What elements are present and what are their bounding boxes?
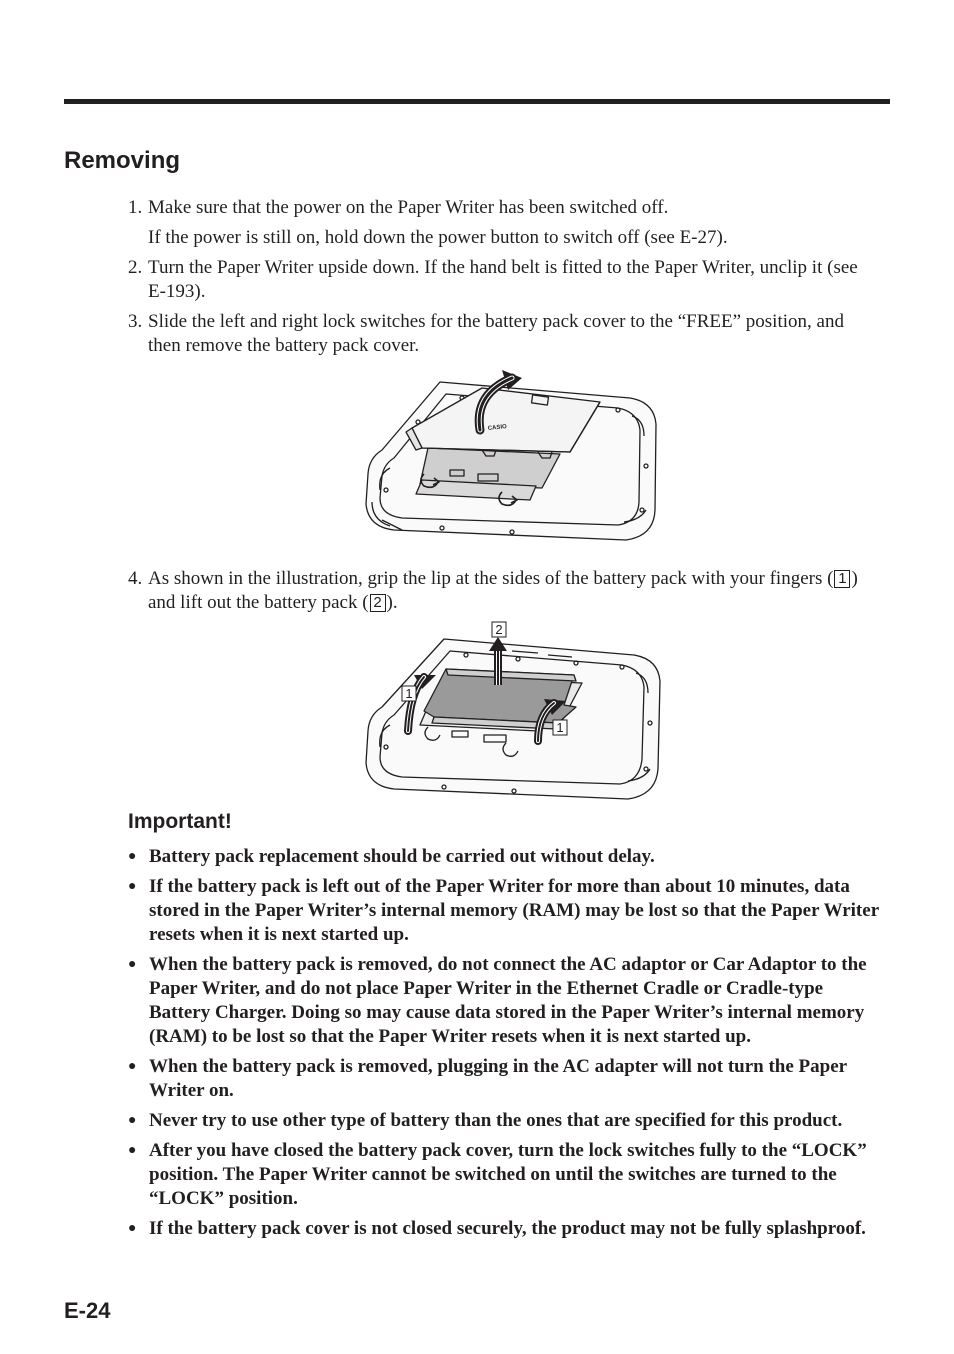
- step-3: [128, 310, 868, 358]
- bullet-icon: ●: [128, 1221, 137, 1236]
- bullet-icon: ●: [128, 957, 137, 972]
- step-subtext: If the power is still on, hold down the power button to switch off (see E-27).: [148, 227, 728, 248]
- top-rule: [64, 99, 890, 104]
- section-heading: Removing: [64, 147, 181, 174]
- important-item: ● Battery pack replacement should be carried out without delay.: [128, 846, 655, 867]
- important-item: ● When the battery pack is removed, plugging in the AC adapter will not turn the Paper Writer on.: [128, 1056, 847, 1101]
- step-1: [128, 196, 868, 250]
- battery-cover-illustration: [362, 370, 658, 542]
- step-4: [128, 567, 868, 615]
- important-item: ● When the battery pack is removed, do not connect the AC adaptor or Car Adaptor to the Paper Writer, and do not place Paper Writer in the Ethernet Cradle or Cradle-type Battery Charger. Doing so may cause data stored in the Paper Writer’s internal memory (RAM) to be lost so that the Paper Writer resets when it is next started up.: [128, 954, 867, 1047]
- page-number: E-24: [64, 1298, 111, 1323]
- step-text: Slide the left and right lock switches for the battery pack cover to the “FREE” position, and then remove the battery pack cover.: [148, 311, 844, 356]
- step-number: 4.: [128, 568, 143, 589]
- important-list: [128, 845, 884, 1247]
- bullet-icon: ●: [128, 1059, 137, 1074]
- step-text: Make sure that the power on the Paper Writer has been switched off.: [148, 197, 669, 218]
- callout-number: 1: [834, 570, 850, 588]
- step-text: Turn the Paper Writer upside down. If the hand belt is fitted to the Paper Writer, unclip it (see E-193).: [148, 257, 858, 302]
- important-item: ● If the battery pack is left out of the Paper Writer for more than about 10 minutes, data stored in the Paper Writer’s internal memory (RAM) may be lost so that the Paper Writer resets when it is next started up.: [128, 876, 879, 945]
- svg-text:CASIO: CASIO: [487, 424, 508, 432]
- important-item: ● If the battery pack cover is not closed securely, the product may not be fully splashproof.: [128, 1218, 866, 1239]
- step-2: [128, 256, 868, 304]
- important-heading: Important!: [128, 810, 232, 833]
- callout-number: 2: [370, 594, 386, 612]
- callout-label-right: 1: [556, 720, 564, 735]
- step-number: 1.: [128, 197, 143, 218]
- important-item: ● Never try to use other type of battery than the ones that are specified for this product.: [128, 1110, 843, 1131]
- important-item: ● After you have closed the battery pack cover, turn the lock switches fully to the “LOCK” position. The Paper Writer cannot be switched on until the switches are turned to the “LOCK” position.: [128, 1140, 867, 1209]
- bullet-icon: ●: [128, 849, 137, 864]
- callout-label-left: 1: [405, 686, 413, 701]
- bullet-icon: ●: [128, 1143, 137, 1158]
- callout-label-top: 2: [495, 622, 503, 637]
- bullet-icon: ●: [128, 1113, 137, 1128]
- step-number: 2.: [128, 257, 143, 278]
- bullet-icon: ●: [128, 879, 137, 894]
- step-text: As shown in the illustration, grip the lip at the sides of the battery pack with your fingers ( 1 ) and lift out the battery pack ( 2 ).: [148, 568, 858, 613]
- battery-pack-illustration: [362, 619, 662, 803]
- step-number: 3.: [128, 311, 143, 332]
